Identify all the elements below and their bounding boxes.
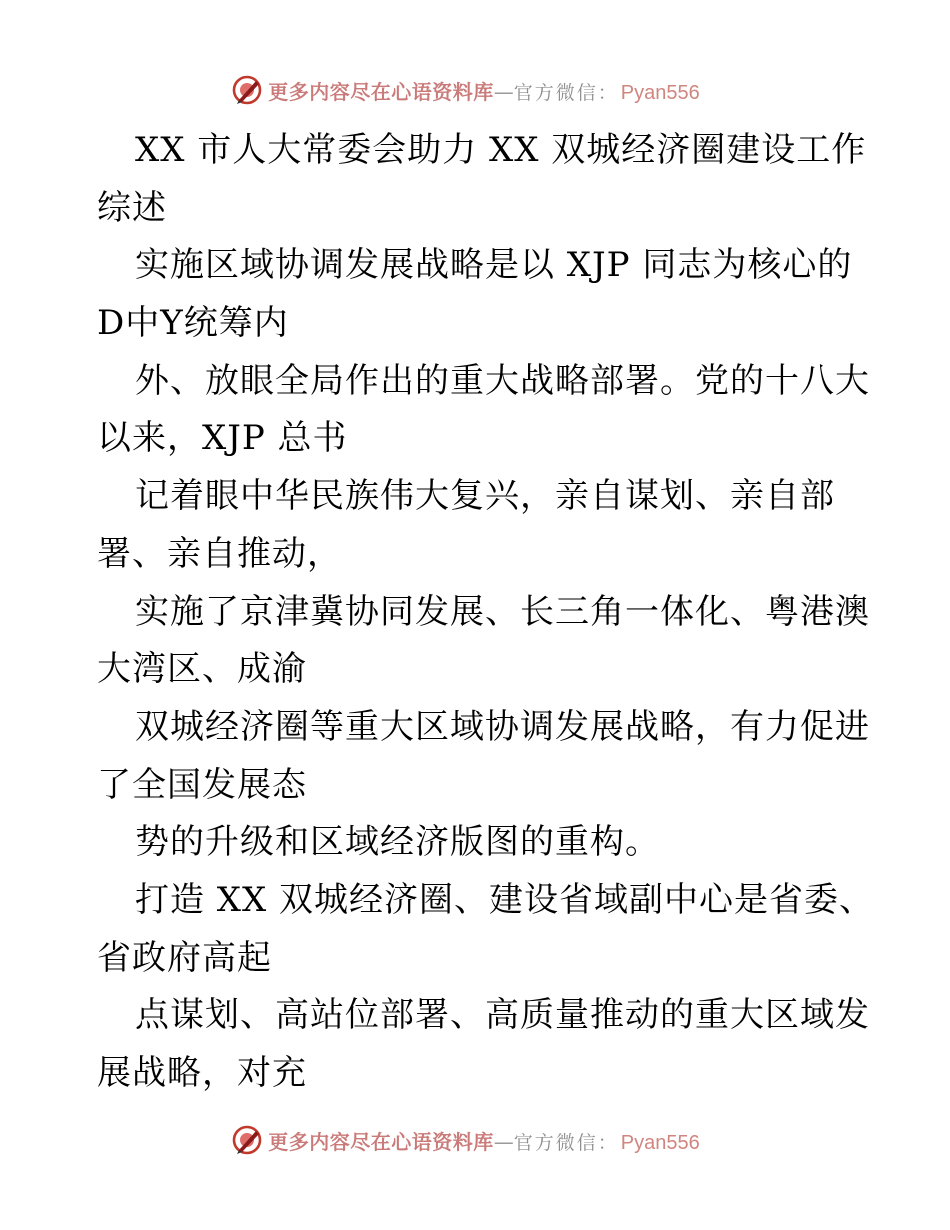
header-banner-text [268, 76, 699, 105]
footer-banner-text [268, 1126, 699, 1155]
text-line: 省政府高起 [97, 937, 272, 978]
text-line: 记着眼中华民族伟大复兴，亲自谋划、亲自部 [135, 476, 835, 517]
text-line: 打造 XX 双城经济圈、建设省域副中心是省委、 [135, 879, 875, 920]
header-banner-inner [230, 73, 699, 107]
text-line: 署、亲自推动， [97, 533, 342, 574]
text-line: 展战略，对充 [97, 1053, 307, 1093]
banner-sub-text: 官方微信： [513, 1131, 619, 1154]
text-line: 大湾区、成渝 [97, 649, 307, 690]
pen-logo-icon [230, 1123, 264, 1157]
text-line: D中Y统筹内 [97, 303, 289, 344]
header-banner [0, 70, 950, 110]
text-line: 实施区域协调发展战略是以 XJP 同志为核心的 [135, 245, 853, 286]
text-line: 了全国发展态 [97, 764, 307, 805]
text-line: 以来，XJP 总书 [97, 418, 348, 459]
text-line: 实施了京津冀协同发展、长三角一体化、粤港澳 [135, 591, 870, 632]
banner-wechat-id: Pyan556 [620, 81, 700, 104]
pen-logo-icon [230, 73, 264, 107]
footer-banner [0, 1120, 950, 1160]
banner-main-text: 更多内容尽在心语资料库 [268, 79, 494, 104]
text-line: 外、放眼全局作出的重大战略部署。党的十八大 [135, 360, 870, 401]
text-line: 点谋划、高站位部署、高质量推动的重大区域发 [135, 995, 870, 1036]
footer-banner-inner [230, 1123, 699, 1157]
text-line: 势的升级和区域经济版图的重构。 [135, 822, 660, 863]
text-line: 双城经济圈等重大区域协调发展战略，有力促进 [135, 706, 870, 747]
text-line: 综述 [97, 187, 167, 228]
banner-sub-text: 官方微信： [513, 81, 619, 104]
banner-main-text: 更多内容尽在心语资料库 [268, 1129, 494, 1154]
document-body [97, 122, 875, 1103]
banner-wechat-id: Pyan556 [620, 1131, 700, 1154]
banner-dash: — [493, 79, 514, 104]
banner-dash: — [493, 1129, 514, 1154]
text-line: XX 市人大常委会助力 XX 双城经济圈建设工作 [135, 130, 867, 170]
